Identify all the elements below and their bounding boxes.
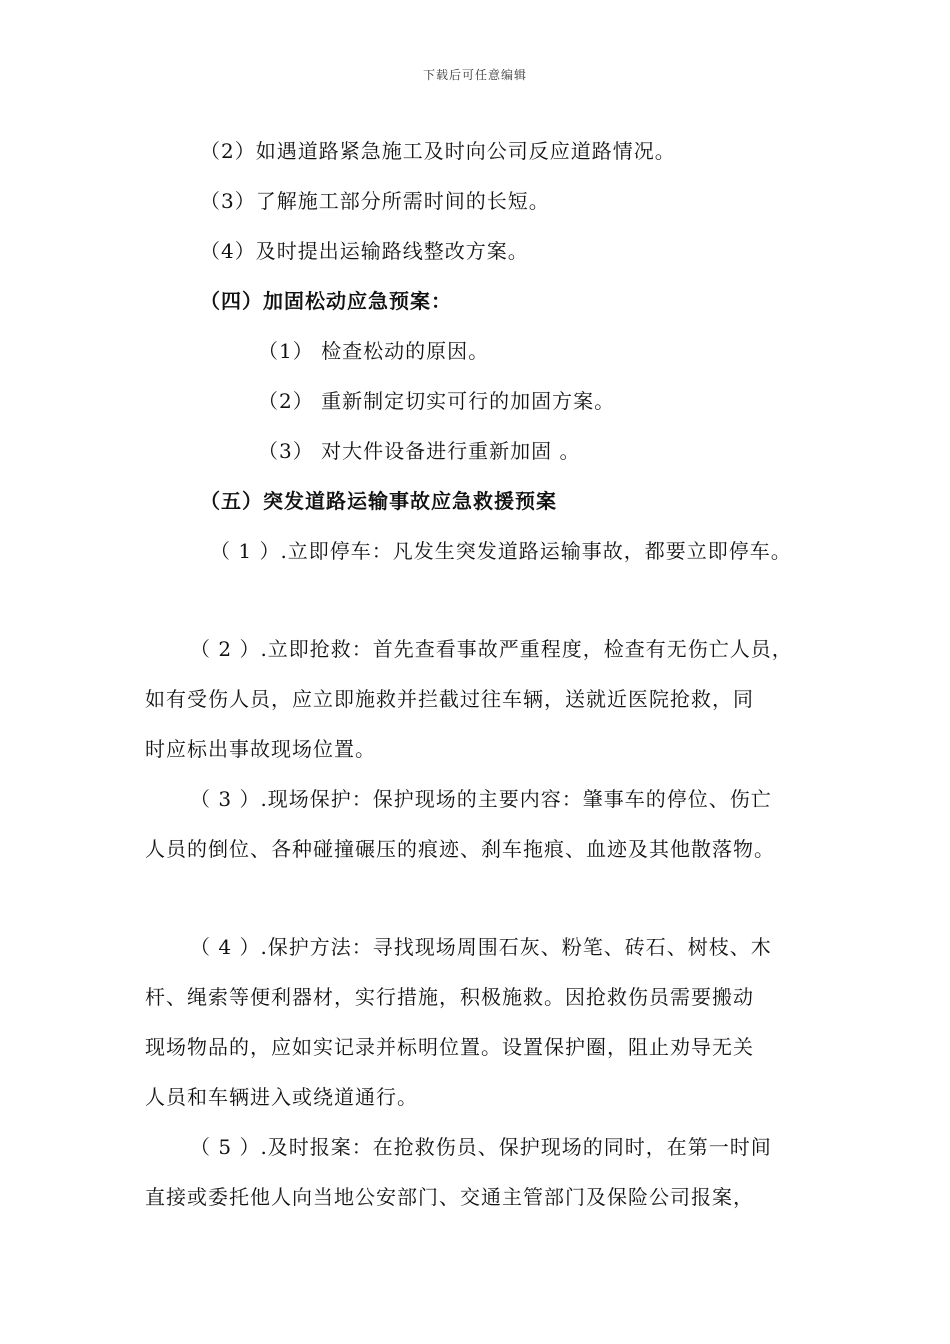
paragraph-line: 时应标出事故现场位置。 <box>145 737 376 761</box>
list-item: （3） 对大件设备进行重新加固 。 <box>258 439 581 463</box>
section-heading: （五）突发道路运输事故应急救援预案 <box>200 489 557 513</box>
list-item: （1） 检查松动的原因。 <box>258 339 490 363</box>
paragraph-line: （ 4 ）.保护方法：寻找现场周围石灰、粉笔、砖石、树枝、木 <box>190 935 772 959</box>
paragraph-line: 杆、绳索等便利器材，实行措施，积极施救。因抢救伤员需要搬动 <box>145 985 754 1009</box>
section-heading: （四）加固松动应急预案： <box>200 289 452 313</box>
paragraph-line: （ 5 ）.及时报案：在抢救伤员、保护现场的同时，在第一时间 <box>190 1135 772 1159</box>
paragraph-line: （ 3 ）.现场保护：保护现场的主要内容：肇事车的停位、伤亡 <box>190 787 772 811</box>
paragraph-line: 现场物品的，应如实记录并标明位置。设置保护圈，阻止劝导无关 <box>145 1035 754 1059</box>
paragraph-line: 如有受伤人员，应立即施救并拦截过往车辆，送就近医院抢救，同 <box>145 687 754 711</box>
paragraph-line: 直接或委托他人向当地公安部门、交通主管部门及保险公司报案， <box>145 1185 754 1209</box>
paragraph-line: （ 2 ）.立即抢救：首先查看事故严重程度，检查有无伤亡人员， <box>190 637 793 661</box>
paragraph-line: （ 1 ）.立即停车：凡发生突发道路运输事故，都要立即停车。 <box>210 539 792 563</box>
list-item: （4）及时提出运输路线整改方案。 <box>200 239 529 263</box>
header-note: 下载后可任意编辑 <box>422 68 527 82</box>
list-item: （2）如遇道路紧急施工及时向公司反应道路情况。 <box>200 139 676 163</box>
list-item: （2） 重新制定切实可行的加固方案。 <box>258 389 616 413</box>
list-item: （3）了解施工部分所需时间的长短。 <box>200 189 550 213</box>
paragraph-line: 人员和车辆进入或绕道通行。 <box>145 1085 418 1109</box>
paragraph-line: 人员的倒位、各种碰撞碾压的痕迹、刹车拖痕、血迹及其他散落物。 <box>145 837 775 861</box>
